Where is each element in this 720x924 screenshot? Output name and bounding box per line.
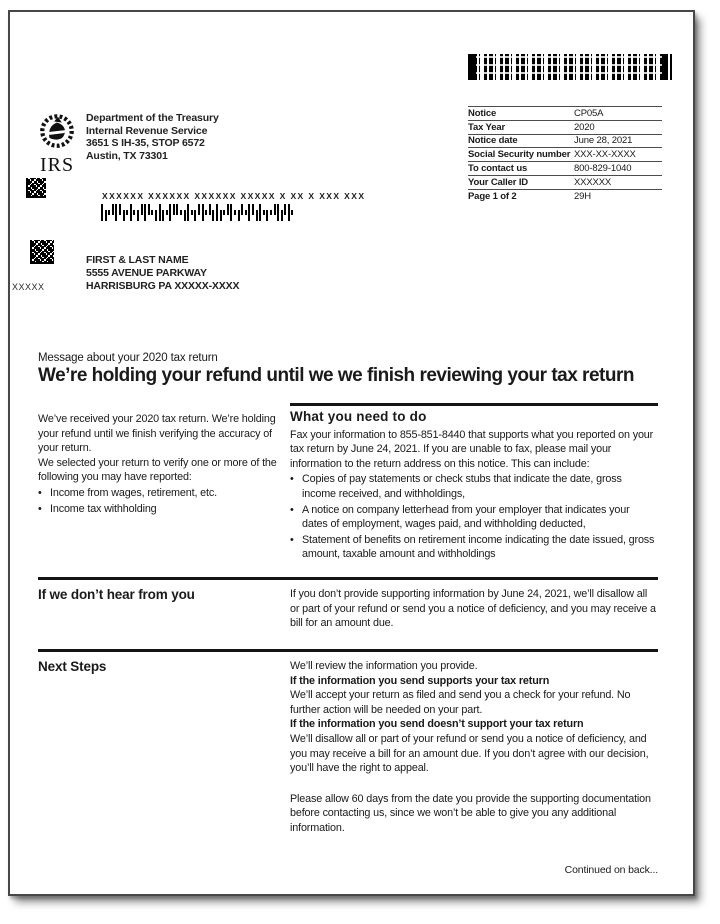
table-row xyxy=(468,189,662,203)
row-value: 29H xyxy=(574,190,591,202)
row-label: Page 1 of 2 xyxy=(468,190,517,202)
section-paragraph: We’ll accept your return as filed and send you a check for your refund. No further action will be needed on your part. xyxy=(290,689,631,716)
section-paragraph: We’ll review the information you provide. xyxy=(290,660,478,672)
recipient-line: FIRST & LAST NAME xyxy=(86,254,189,266)
row-value: 2020 xyxy=(574,121,595,133)
section-paragraph: If you don’t provide supporting information by June 24, 2021, we’ll disallow all or part of your refund or send you a notice of deficiency, and you may receive a bill for an amount due. xyxy=(290,588,656,630)
table-row xyxy=(468,106,662,120)
list-item: • Statement of benefits on retirement income indicating the date issued, gross amount, taxable amount and withholdings xyxy=(290,533,655,561)
intro-paragraph: We’ve received your 2020 tax return. We’re holding your refund until we finish verifying the accuracy of your return. xyxy=(38,413,276,455)
row-label: Your Caller ID xyxy=(468,176,529,188)
if-we-dont-hear-section xyxy=(38,577,658,631)
agency-address-line: 3651 S IH-35, STOP 6572 xyxy=(86,137,205,150)
row-value: XXXXXX xyxy=(574,176,612,188)
irs-logo xyxy=(32,113,82,177)
datamatrix-barcode-large xyxy=(30,240,54,264)
row-value: June 28, 2021 xyxy=(574,135,633,147)
row-label: Tax Year xyxy=(468,121,506,133)
list-item: • Income tax withholding xyxy=(38,502,157,515)
2d-barcode xyxy=(468,54,672,80)
row-label: Social Security number xyxy=(468,149,571,161)
agency-address-line: Internal Revenue Service xyxy=(86,124,208,137)
sub-heading: If the information you send supports your tax return xyxy=(290,674,550,687)
page-title: We’re holding your refund until we we finish reviewing your tax return xyxy=(38,365,634,386)
section-paragraph: Please allow 60 days from the date you provide the supporting documentation before contacting us, since we won’t be able to give you any additional information. xyxy=(290,792,651,834)
bullet-icon: • xyxy=(290,533,294,546)
scan-line-text: XXXXXX XXXXXX XXXXXX XXXXX X XX X XXX XXX xyxy=(102,191,366,201)
intelligent-mail-barcode xyxy=(101,204,293,221)
row-value: 800-829-1040 xyxy=(574,163,632,175)
recipient-line: HARRISBURG PA XXXXX-XXXX xyxy=(86,280,240,293)
section-heading: If we don’t hear from you xyxy=(38,587,195,602)
agency-address-line: Department of the Treasury xyxy=(86,112,219,124)
bullet-icon: • xyxy=(290,503,294,516)
row-label: Notice date xyxy=(468,135,518,147)
agency-address xyxy=(86,112,219,163)
row-label: Notice xyxy=(468,107,497,119)
row-label: To contact us xyxy=(468,163,528,175)
message-kicker: Message about your 2020 tax return xyxy=(38,352,218,364)
bullet-icon: • xyxy=(38,486,42,499)
section-heading: What you need to do xyxy=(290,409,427,424)
sub-heading: If the information you send doesn’t support your tax return xyxy=(290,718,584,731)
margin-code: XXXXX xyxy=(12,282,45,292)
section-body xyxy=(290,659,658,836)
row-value: XXX-XX-XXXX xyxy=(574,149,636,161)
intro-column xyxy=(38,412,280,516)
table-row xyxy=(468,161,662,175)
table-row xyxy=(468,120,662,134)
continued-on-back-note: Continued on back... xyxy=(564,864,658,876)
list-item: • A notice on company letterhead from your employer that indicates your dates of employment, wages paid, and withholding deducted, xyxy=(290,503,630,531)
recipient-address xyxy=(86,254,239,294)
table-row xyxy=(468,134,662,148)
irs-logo-text: IRS xyxy=(39,154,75,176)
notice-page xyxy=(8,10,695,896)
section-heading: Next Steps xyxy=(38,659,107,674)
section-paragraph: Fax your information to 855-851-8440 that supports what you reported on your tax return by June 24, 2021. If you are unable to fax, please mail your information to the return address on this notice. This can include: xyxy=(290,428,654,470)
what-you-need-to-do-section xyxy=(290,403,658,562)
irs-eagle-icon xyxy=(35,113,79,151)
recipient-line: 5555 AVENUE PARKWAY xyxy=(86,267,207,280)
table-row xyxy=(468,147,662,161)
list-item: • Income from wages, retirement, etc. xyxy=(38,486,217,499)
agency-address-line: Austin, TX 73301 xyxy=(86,150,168,163)
table-row xyxy=(468,175,662,189)
bullet-icon: • xyxy=(290,473,294,486)
next-steps-section xyxy=(38,649,658,836)
bullet-icon: • xyxy=(38,502,42,515)
section-paragraph: We’ll disallow all or part of your refund or send you a notice of deficiency, and you may receive a bill for an amount due. If you don’t agree with our decision, you’ll have the right to appeal. xyxy=(290,732,649,775)
list-item: • Copies of pay statements or check stubs that indicate the date, gross income received, and withholdings, xyxy=(290,473,622,500)
notice-info-table xyxy=(468,106,662,203)
intro-paragraph: We selected your return to verify one or more of the following you may have reported: xyxy=(38,456,277,484)
row-value: CP05A xyxy=(574,107,604,119)
datamatrix-barcode-small xyxy=(26,178,46,198)
